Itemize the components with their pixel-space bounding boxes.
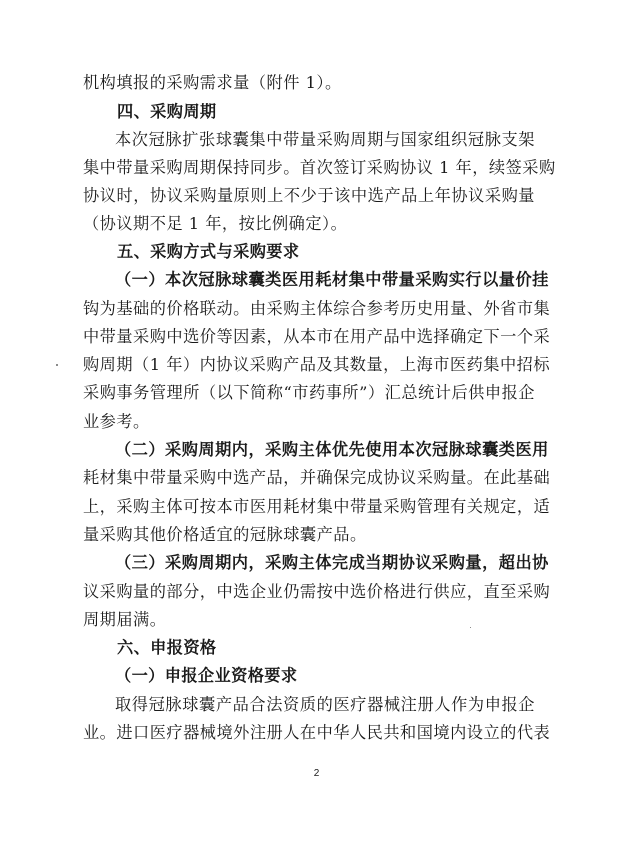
text-line: （三）采购周期内，采购主体完成当期协议采购量，超出协 bbox=[115, 553, 549, 572]
scan-speck bbox=[56, 364, 58, 366]
text-line: （二）采购周期内，采购主体优先使用本次冠脉球囊类医用 bbox=[115, 440, 549, 459]
text-line: 机构填报的采购需求量（附件 1）。 bbox=[83, 73, 342, 92]
text-line: 耗材集中带量采购中选产品，并确保完成协议采购量。在此基础 bbox=[83, 468, 551, 487]
text-line: 业。进口医疗器械境外注册人在中华人民共和国境内设立的代表 bbox=[83, 723, 551, 742]
text-line: 周期届满。 bbox=[83, 610, 167, 629]
text-line: 钩为基础的价格联动。由采购主体综合参考历史用量、外省市集 bbox=[83, 299, 551, 318]
text-line: 议采购量的部分，中选企业仍需按中选价格进行供应，直至采购 bbox=[83, 582, 551, 601]
subsection-heading: （一）申报企业资格要求 bbox=[115, 666, 298, 685]
text-line: 量采购其他价格适宜的冠脉球囊产品。 bbox=[83, 525, 367, 544]
page-number: 2 bbox=[313, 768, 320, 779]
section-heading-5: 五、采购方式与采购要求 bbox=[117, 242, 300, 261]
text-line: 上，采购主体可按本市医用耗材集中带量采购管理有关规定，适 bbox=[83, 497, 551, 516]
text-line: 购周期（1 年）内协议采购产品及其数量，上海市医药集中招标 bbox=[83, 355, 551, 374]
text-line: （一）本次冠脉球囊类医用耗材集中带量采购实行以量价挂 bbox=[115, 270, 549, 289]
text-line: 业参考。 bbox=[83, 412, 150, 431]
section-heading-4: 四、采购周期 bbox=[117, 102, 217, 121]
text-line: 取得冠脉球囊产品合法资质的医疗器械注册人作为申报企 bbox=[115, 695, 535, 714]
text-line: 协议时，协议采购量原则上不少于该中选产品上年协议采购量 bbox=[83, 186, 535, 205]
text-line: 中带量采购中选价等因素，从本市在用产品中选择确定下一个采 bbox=[83, 327, 551, 346]
section-heading-6: 六、申报资格 bbox=[117, 638, 217, 657]
scan-speck bbox=[470, 627, 471, 628]
text-line: 集中带量采购周期保持同步。首次签订采购协议 1 年，续签采购 bbox=[83, 158, 556, 177]
text-line: （协议期不足 1 年，按比例确定）。 bbox=[83, 214, 348, 233]
text-line: 采购事务管理所（以下简称“市药事所”）汇总统计后供申报企 bbox=[83, 383, 535, 402]
text-line: 本次冠脉扩张球囊集中带量采购周期与国家组织冠脉支架 bbox=[115, 130, 535, 149]
